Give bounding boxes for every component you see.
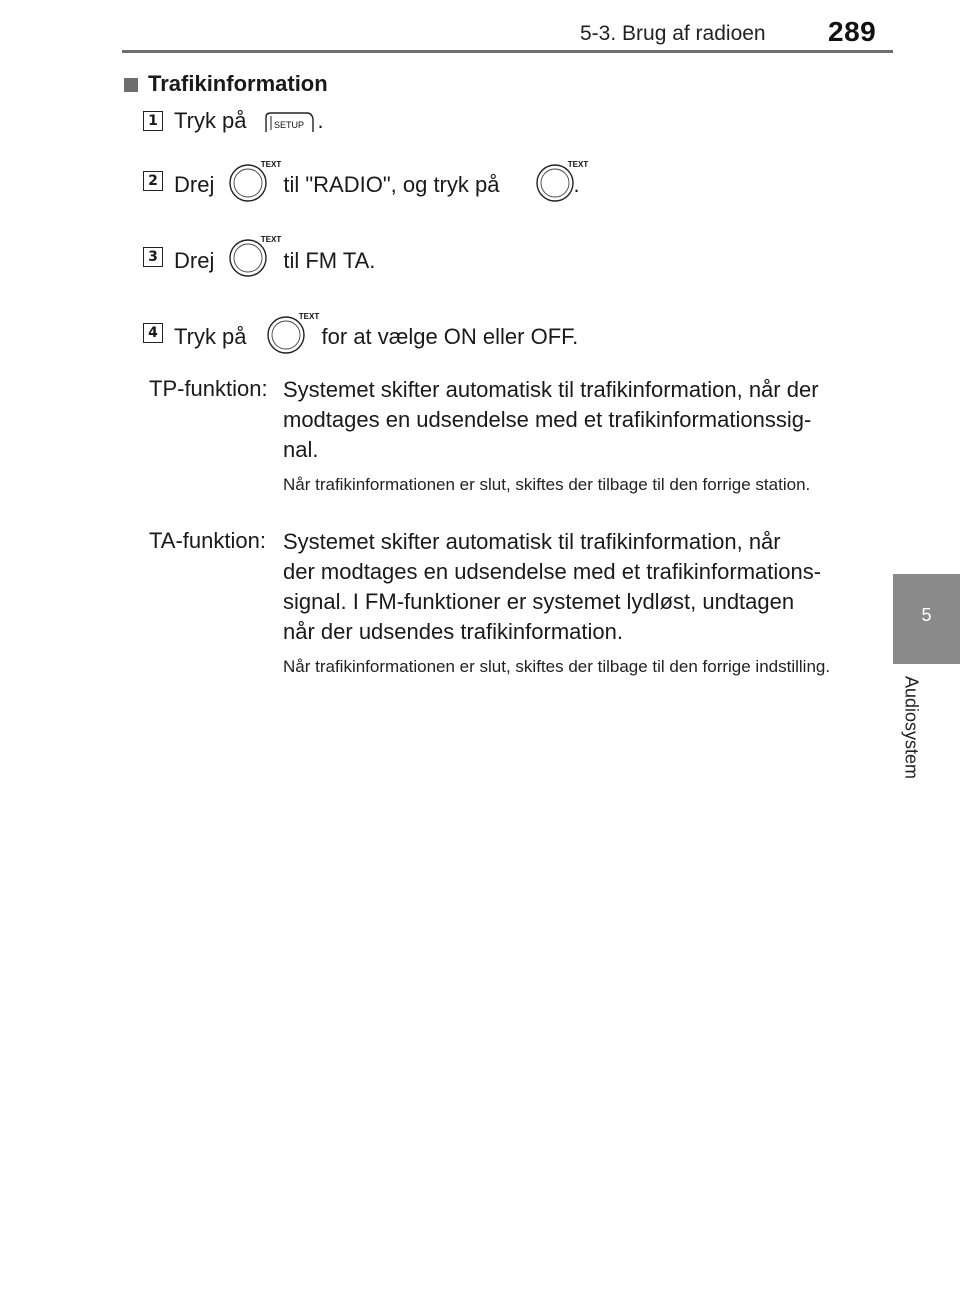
step-4-suffix: for at vælge ON eller OFF. xyxy=(321,324,579,349)
section-title: 5-3. Brug af radioen xyxy=(580,22,766,45)
text-knob-icon xyxy=(226,233,286,279)
knob-label: TEXT xyxy=(260,235,282,244)
setup-button-label: SETUP xyxy=(273,120,305,130)
step-3-suffix: til FM TA. xyxy=(283,248,376,273)
section-heading-text: Trafikinformation xyxy=(148,71,328,96)
step-4-text xyxy=(174,324,578,350)
step-2-middle: til "RADIO", og tryk på xyxy=(283,172,500,197)
knob-label: TEXT xyxy=(260,160,282,169)
step-number-4: 4 xyxy=(143,323,163,343)
chapter-label: Audiosystem xyxy=(901,676,922,780)
chapter-label-wrap xyxy=(897,676,925,806)
page-number: 289 xyxy=(828,16,877,47)
square-bullet-icon xyxy=(124,78,138,92)
step-2-prefix: Drej xyxy=(174,172,215,197)
function-term-ta: TA-funktion: xyxy=(149,528,266,553)
step-2-suffix: . xyxy=(573,172,580,197)
text-knob-icon xyxy=(264,310,324,356)
function-desc-tp xyxy=(283,375,841,465)
section-heading xyxy=(124,71,328,97)
desc-line: der modtages en udsendelse med et trafikinformations- xyxy=(283,559,822,584)
step-number-1: 1 xyxy=(143,111,163,131)
text-knob-icon xyxy=(533,158,593,204)
function-note-tp: Når trafikinformationen er slut, skiftes der tilbage til den forrige station. xyxy=(283,475,811,494)
desc-line: når der udsendes trafikinformation. xyxy=(283,619,623,644)
step-number-2: 2 xyxy=(143,171,163,191)
step-number-3: 3 xyxy=(143,247,163,267)
step-1-suffix: . xyxy=(317,108,324,133)
knob-label: TEXT xyxy=(298,312,320,321)
step-3-prefix: Drej xyxy=(174,248,215,273)
function-term-tp: TP-funktion: xyxy=(149,376,268,401)
step-1-prefix: Tryk på xyxy=(174,108,247,133)
function-note-ta: Når trafikinformationen er slut, skiftes der tilbage til den forrige indstilling. xyxy=(283,657,831,676)
desc-line: Systemet skifter automatisk til trafikinformation, når der xyxy=(283,377,819,402)
text-knob-icon xyxy=(226,158,286,204)
desc-line: signal. I FM-funktioner er systemet lydløst, undtagen xyxy=(283,589,795,614)
desc-line: nal. xyxy=(283,437,319,462)
chapter-number: 5 xyxy=(921,605,932,625)
knob-label: TEXT xyxy=(567,160,589,169)
step-4-prefix: Tryk på xyxy=(174,324,247,349)
setup-button-icon xyxy=(263,111,315,133)
desc-line: Systemet skifter automatisk til trafikinformation, når xyxy=(283,529,781,554)
header-divider xyxy=(122,50,893,53)
function-desc-ta xyxy=(283,527,841,647)
desc-line: modtages en udsendelse med et trafikinformationssig- xyxy=(283,407,812,432)
